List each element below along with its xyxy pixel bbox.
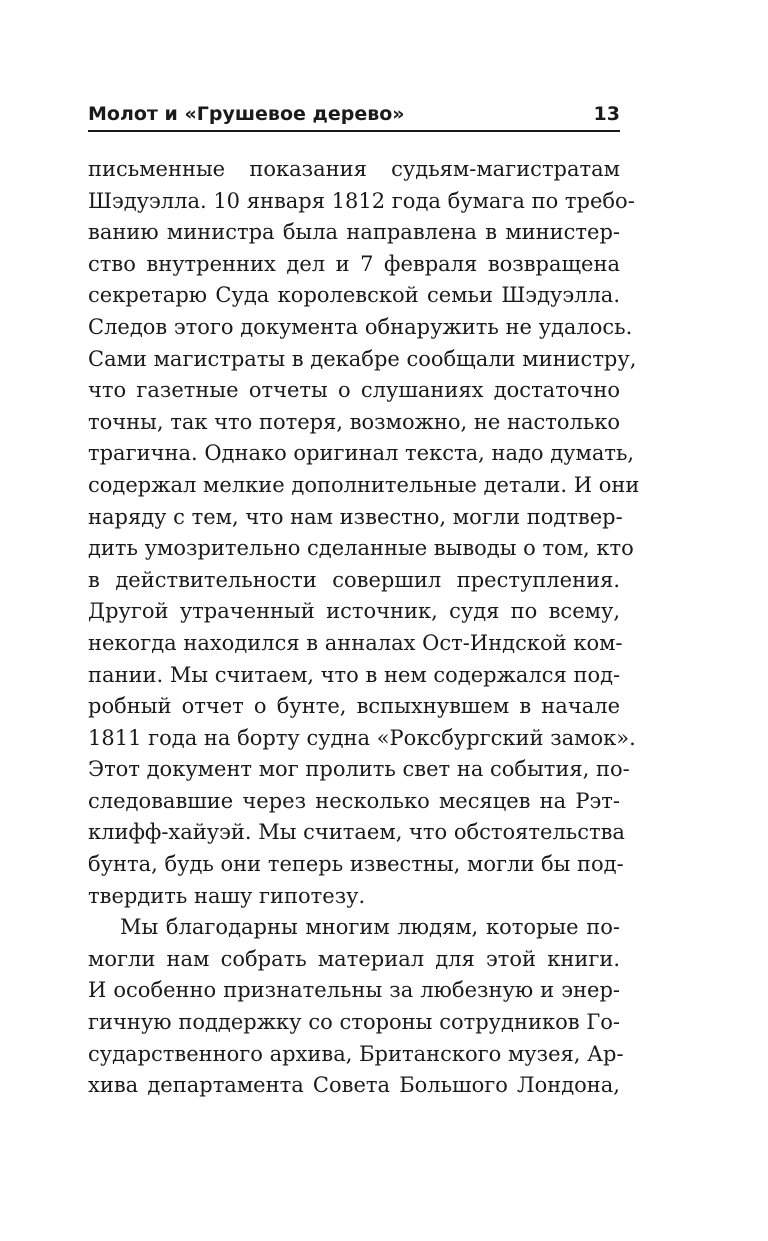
text-line: Следов этого документа обнаружить не удалось. — [88, 314, 633, 339]
text-line: И особенно признательны за любезную и энер- — [88, 978, 620, 1003]
text-line: пании. Мы считаем, что в нем содержался под- — [88, 662, 621, 687]
text-line: наряду с тем, что нам известно, могли подтвер- — [88, 504, 623, 529]
text-line: Этот документ мог пролить свет на события, по- — [88, 757, 630, 782]
text-line: некогда находился в анналах Ост-Индской ком- — [88, 630, 623, 655]
text-line: дить умозрительно сделанные выводы о том, кто — [88, 536, 634, 561]
text-line: 1811 года на борту судна «Роксбургский замок». — [88, 725, 636, 750]
text-line: точны, так что потеря, возможно, не настолько — [88, 409, 621, 434]
text-line: следовавшие через несколько месяцев на Рэт- — [88, 788, 620, 813]
text-line: робный отчет о бунте, вспыхнувшем в начале — [88, 694, 620, 719]
text-line: Сами магистраты в декабре сообщали министру, — [88, 346, 637, 371]
body-text — [88, 154, 640, 1102]
page-number: 13 — [593, 103, 620, 125]
text-line: ство внутренних дел и 7 февраля возвращена — [88, 251, 620, 276]
text-line: в действительности совершил преступления. — [88, 567, 620, 592]
paragraph — [88, 154, 640, 912]
text-line: могли нам собрать материал для этой книги. — [88, 946, 620, 971]
text-line: ванию министра была направлена в министер- — [88, 220, 620, 245]
text-line: Другой утраченный источник, судя по всему, — [88, 599, 620, 624]
running-header — [88, 100, 620, 132]
text-line: письменные показания судьям-магистратам — [88, 157, 620, 181]
text-line: гичную поддержку со стороны сотрудников Го- — [88, 1010, 620, 1035]
text-line: бунта, будь они теперь известны, могли бы под- — [88, 852, 624, 877]
book-page — [88, 100, 640, 1102]
paragraph — [88, 912, 624, 1102]
text-line: Шэдуэлла. 10 января 1812 года бумага по требо- — [88, 188, 635, 213]
text-line: клифф-хайуэй. Мы считаем, что обстоятельства — [88, 820, 625, 845]
text-line: трагична. Однако оригинал текста, надо думать, — [88, 441, 635, 466]
text-line: сударственного архива, Британского музея, Ар- — [88, 1041, 624, 1066]
running-title: Молот и «Грушевое дерево» — [88, 103, 405, 125]
text-line: хива департамента Совета Большого Лондона, — [88, 1073, 620, 1098]
text-line: что газетные отчеты о слушаниях достаточно — [88, 378, 620, 403]
text-line: содержал мелкие дополнительные детали. И они — [88, 472, 640, 497]
text-line: Мы благодарны многим людям, которые по- — [120, 915, 620, 940]
text-line: секретарю Суда королевской семьи Шэдуэлла. — [88, 283, 620, 308]
text-line: твердить нашу гипотезу. — [88, 883, 366, 908]
